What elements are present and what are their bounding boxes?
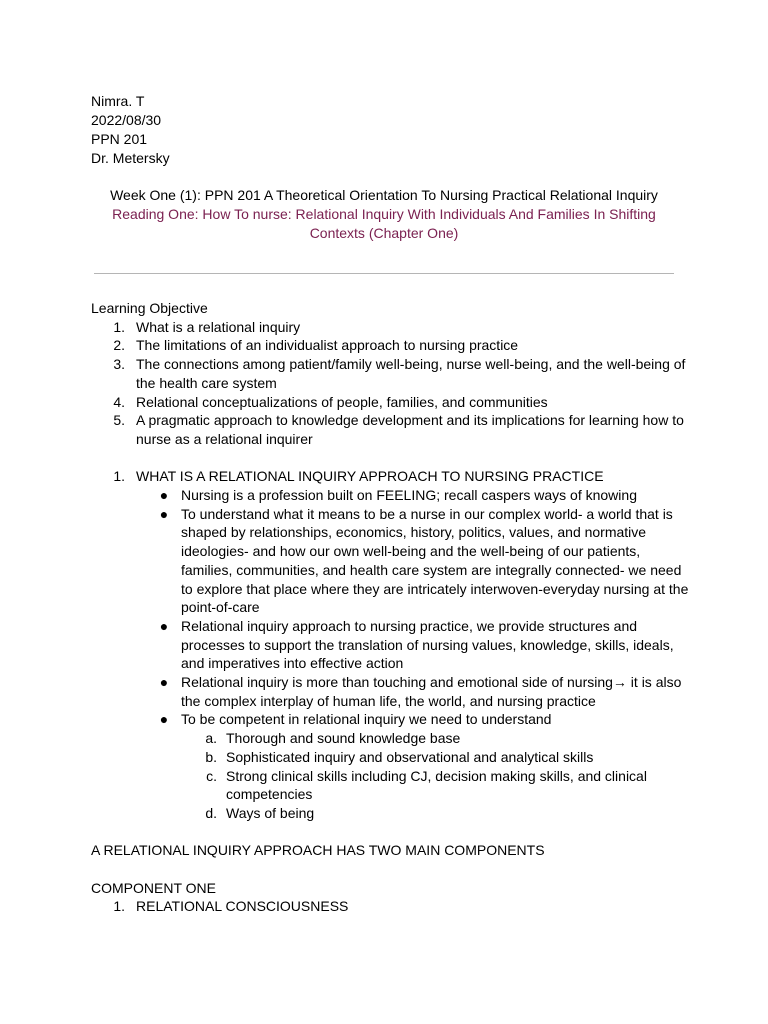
horizontal-divider bbox=[94, 273, 674, 274]
list-number: 2. bbox=[113, 337, 125, 354]
bullet-text: To be competent in relational inquiry we need to understand bbox=[181, 711, 552, 728]
sub-list-item bbox=[91, 767, 691, 804]
list-letter: c. bbox=[206, 767, 217, 784]
list-number: 4. bbox=[113, 393, 125, 410]
components-heading: A RELATIONAL INQUIRY APPROACH HAS TWO MAIN COMPONENTS bbox=[91, 842, 545, 859]
bullet-item bbox=[91, 486, 691, 505]
list-text: Strong clinical skills including CJ, decision making skills, and clinical competencies bbox=[226, 767, 647, 803]
list-item bbox=[91, 336, 691, 355]
bullet-text: Relational inquiry approach to nursing practice, we provide structures and processes to support the translation of nursing values, knowledge, skills, ideals, and imperatives into effective action bbox=[181, 617, 674, 672]
bullet-icon: ● bbox=[159, 487, 169, 504]
document-header bbox=[91, 92, 170, 168]
list-letter: a. bbox=[205, 730, 217, 747]
list-item bbox=[91, 411, 691, 448]
list-text: Ways of being bbox=[226, 804, 315, 821]
bullet-icon: ● bbox=[159, 505, 169, 522]
list-item bbox=[91, 897, 691, 916]
list-number: 1. bbox=[113, 468, 125, 485]
bullet-item bbox=[91, 617, 691, 673]
list-text: The connections among patient/family well-being, nurse well-being, and the well-being of the health care system bbox=[136, 356, 686, 391]
course-code: PPN 201 bbox=[91, 130, 148, 147]
bullet-icon: ● bbox=[159, 674, 169, 691]
list-number: 3. bbox=[113, 356, 125, 373]
bullet-item bbox=[91, 710, 691, 729]
spacer bbox=[91, 823, 691, 842]
list-number: 1. bbox=[113, 318, 125, 335]
bullet-icon: ● bbox=[159, 617, 169, 634]
bullet-text: Relational inquiry is more than touching and emotional side of nursing→ it is also the complex interplay of human life, the world, and nursing practice bbox=[181, 674, 682, 709]
reading-title: Reading One: How To nurse: Relational Inquiry With Individuals And Families In Shifting Contexts (Chapter One) bbox=[112, 206, 656, 241]
list-text: The limitations of an individualist approach to nursing practice bbox=[136, 337, 519, 354]
section-heading bbox=[91, 467, 691, 486]
component-one-heading: COMPONENT ONE bbox=[91, 879, 216, 896]
list-item bbox=[91, 393, 691, 412]
list-text: Relational conceptualizations of people, families, and communities bbox=[136, 393, 548, 410]
list-text: A pragmatic approach to knowledge development and its implications for learning how to nurse as a relational inquirer bbox=[136, 412, 684, 447]
objectives-heading: Learning Objective bbox=[91, 300, 208, 316]
list-text: RELATIONAL CONSCIOUSNESS bbox=[136, 898, 349, 915]
student-name: Nimra. T bbox=[91, 93, 145, 109]
sub-list-item bbox=[91, 748, 691, 767]
spacer bbox=[91, 860, 691, 879]
instructor-name: Dr. Metersky bbox=[91, 149, 170, 166]
sub-list-item bbox=[91, 729, 691, 748]
list-text: Sophisticated inquiry and observational and analytical skills bbox=[226, 748, 594, 765]
bullet-icon: ● bbox=[159, 711, 169, 728]
week-title: Week One (1): PPN 201 A Theoretical Orientation To Nursing Practical Relational Inquiry bbox=[110, 187, 658, 203]
list-item bbox=[91, 355, 691, 392]
bullet-item bbox=[91, 673, 691, 710]
bullet-text: To understand what it means to be a nurse in our complex world- a world that is shaped by relationships, economics, history, politics, values, and normative ideologies- and how our own well-being and the well-being of our patients, families, communities, and health care system are integrally connected- we need to explore that place where they are intricately interwoven-everyday nursing at the point-of-care bbox=[181, 505, 689, 616]
list-text: Thorough and sound knowledge base bbox=[226, 730, 461, 747]
document-date: 2022/08/30 bbox=[91, 111, 162, 128]
list-item bbox=[91, 318, 691, 337]
list-letter: b. bbox=[205, 748, 217, 765]
title-block bbox=[90, 186, 678, 242]
sub-list-item bbox=[91, 804, 691, 823]
bullet-item bbox=[91, 505, 691, 617]
bullet-text: Nursing is a profession built on FEELING; recall caspers ways of knowing bbox=[181, 487, 637, 504]
list-letter: d. bbox=[205, 804, 217, 821]
list-number: 1. bbox=[113, 898, 125, 915]
list-text: What is a relational inquiry bbox=[136, 318, 301, 335]
section-title: WHAT IS A RELATIONAL INQUIRY APPROACH TO NURSING PRACTICE bbox=[136, 468, 604, 485]
list-number: 5. bbox=[113, 412, 125, 429]
spacer bbox=[91, 449, 691, 468]
notes-body bbox=[91, 299, 691, 916]
